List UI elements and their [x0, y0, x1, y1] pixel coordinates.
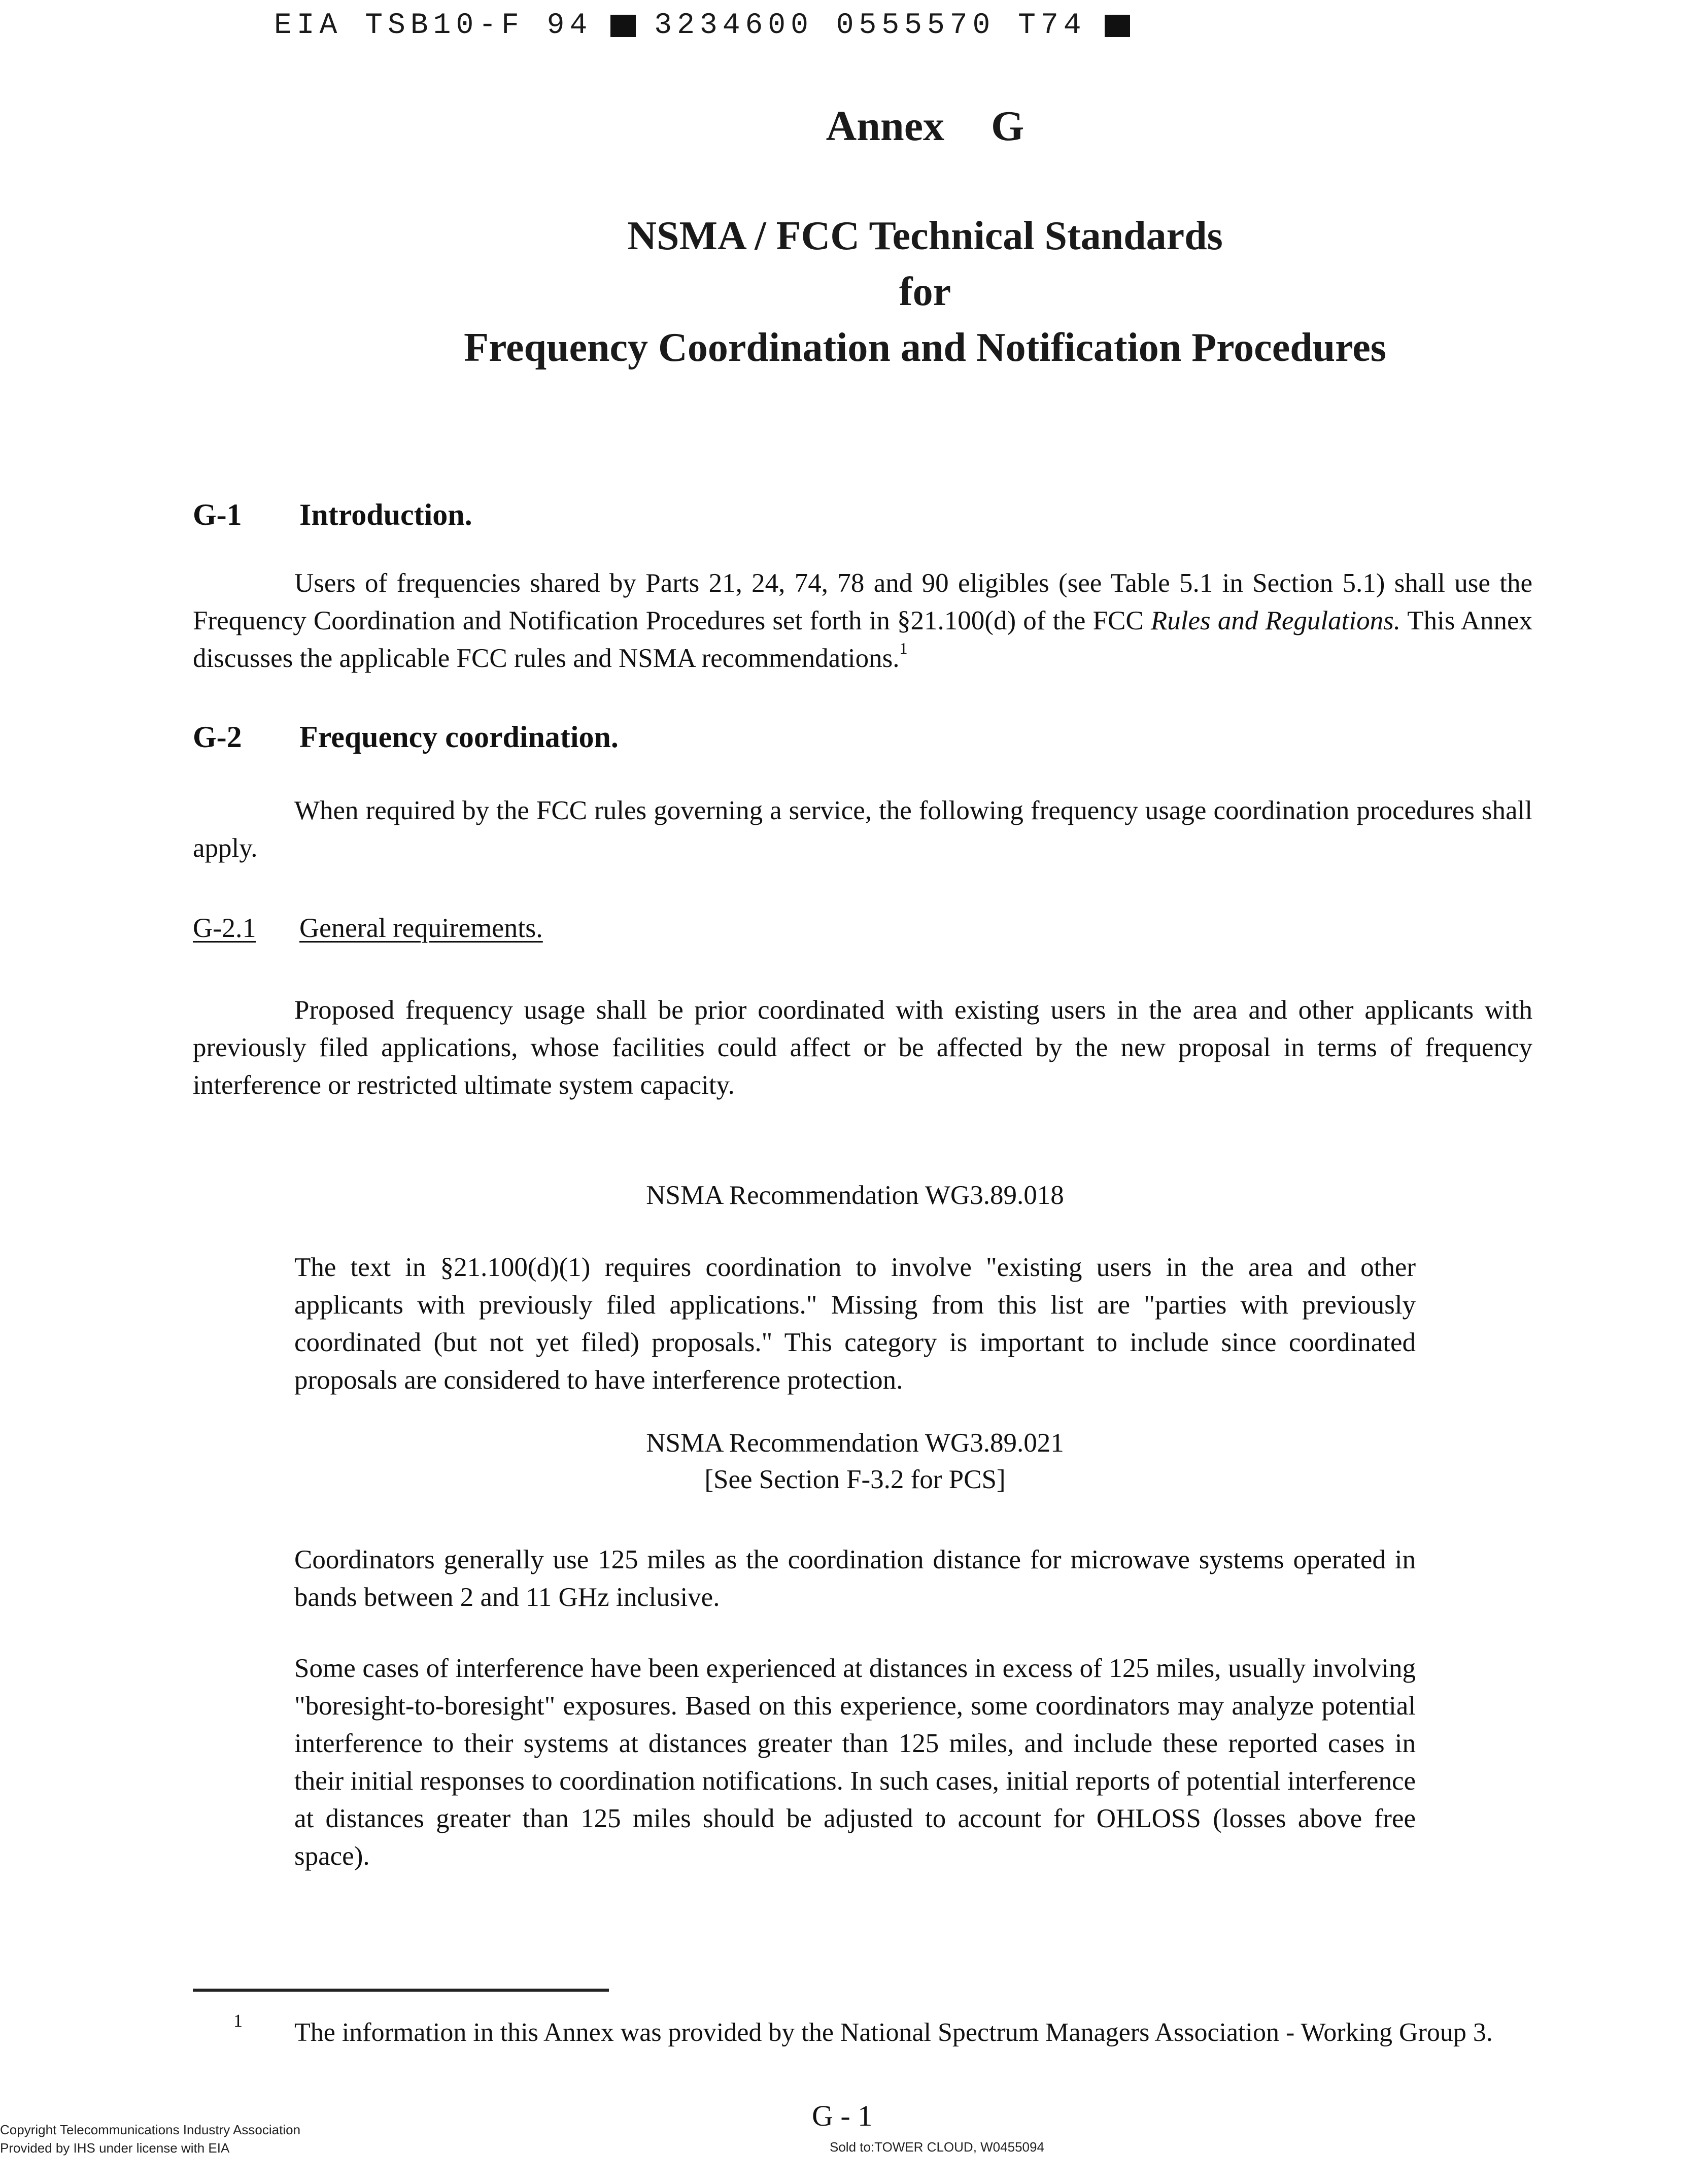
page-number: G - 1	[812, 2099, 873, 2132]
recommendation-paragraph: The text in §21.100(d)(1) requires coordination to involve "existing users in the area and other applicants with previously filed applications." Missing from this list are "parties with previously coordinated (but not yet filed) proposals." This category is important to include since coordinated proposals are considered to have interference protection.	[294, 1253, 1416, 1395]
recommendation-title: NSMA Recommendation WG3.89.021	[646, 1428, 1064, 1458]
section-paragraph-g2: When required by the FCC rules governing a service, the following frequency usage coordination procedures shall apply.	[193, 796, 1532, 863]
subsection-number: G-2.1	[193, 913, 256, 943]
recommendation-paragraph: Coordinators generally use 125 miles as the coordination distance for microwave systems operated in bands between 2 and 11 GHz inclusive.	[294, 1545, 1416, 1612]
annex-letter: G	[991, 103, 1024, 150]
recommendation-subtitle: [See Section F-3.2 for PCS]	[704, 1465, 1006, 1494]
document-code-header	[274, 9, 1130, 42]
copyright-line: Copyright Telecommunications Industry Association	[0, 2122, 301, 2137]
annex-word: Annex	[826, 103, 945, 150]
paragraph-text: This Annex discusses the applicable FCC rules and NSMA recommendations.	[193, 606, 1532, 673]
subsection-title: General requirements.	[299, 913, 543, 943]
section-heading-g1	[193, 497, 472, 532]
document-serial: 3234600 0555570 T74	[654, 9, 1086, 42]
document-code: EIA TSB10-F 94	[274, 9, 593, 42]
footnote-divider	[193, 1989, 609, 1992]
license-line: Provided by IHS under license with EIA	[0, 2140, 230, 2156]
recommendation-paragraph: Some cases of interference have been experienced at distances in excess of 125 miles, usually involving "boresight-to-boresight" exposures. Based on this experience, some coordinators may analyze potential interference to their systems at distances greater than 125 miles, and include these reported cases in their initial responses to coordination notifications. In such cases, initial reports of potential interference at distances greater than 125 miles should be adjusted to account for OHLOSS (losses above free space).	[294, 1654, 1416, 1871]
document-title-line-1: NSMA / FCC Technical Standards	[627, 214, 1223, 258]
footnote-mark: 1	[233, 2010, 243, 2031]
subsection-paragraph-g2-1: Proposed frequency usage shall be prior coordinated with existing users in the area and other applicants with previously filed applications, whose facilities could affect or be affected by the new proposal in terms of frequency interference or restricted ultimate system capacity.	[193, 995, 1532, 1100]
section-paragraph-g1	[193, 564, 1532, 677]
document-title-line-2: for	[899, 270, 951, 314]
footnote-reference[interactable]: 1	[899, 639, 908, 657]
document-title-line-3: Frequency Coordination and Notification Procedures	[464, 325, 1386, 370]
section-title: Frequency coordination.	[299, 720, 619, 754]
section-number: G-2	[193, 720, 242, 754]
barcode-block	[610, 15, 636, 37]
paragraph-text: Users of frequencies shared by Parts 21, 24, 74, 78 and 90 eligibles (see Table 5.1 in Section 5.1) shall use the Frequency Coordination and Notification Procedures set forth in §21.100(d) of the FCC	[193, 568, 1532, 635]
sold-to-notice: Sold to:TOWER CLOUD, W0455094	[830, 2139, 1044, 2155]
section-heading-g2	[193, 720, 619, 755]
rules-regulations-citation: Rules and Regulations.	[1150, 606, 1400, 635]
section-title: Introduction.	[299, 498, 472, 531]
recommendation-title: NSMA Recommendation WG3.89.018	[646, 1181, 1064, 1210]
section-number: G-1	[193, 498, 242, 531]
copyright-notice	[0, 2121, 300, 2157]
barcode-block	[1105, 15, 1130, 37]
subsection-heading-g2-1	[193, 912, 543, 944]
footnote-text: The information in this Annex was provided by the National Spectrum Managers Association - Working Group 3.	[294, 2018, 1493, 2047]
annex-title	[0, 102, 1708, 151]
